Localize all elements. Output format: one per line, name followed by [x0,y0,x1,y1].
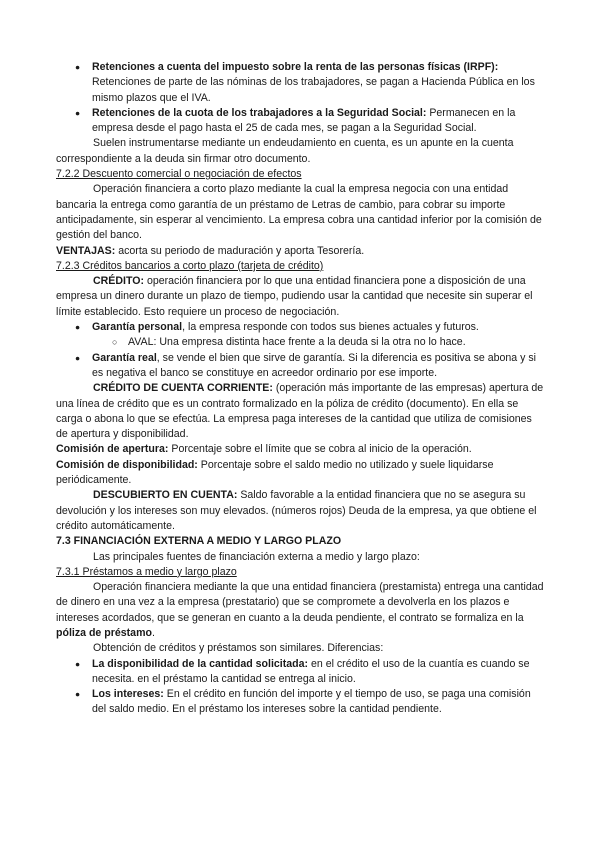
list-item-aval [56,335,544,350]
ss-text: Permanecen en la empresa desde el pago hasta el 25 de cada mes, se pagan a la Seguridad Social. [92,106,516,135]
list-item-garantia-real [56,351,544,382]
disponibilidad-label: La disponibilidad de la cantidad solicitada: [92,657,309,670]
comision-disponibilidad-text: Porcentaje sobre el saldo medio no utilizado y suele liquidarse periódicamente. [56,458,494,487]
intereses-text: En el crédito en función del importe y el tiempo de uso, se paga una comisión del saldo medio. En el préstamo los intereses sobre la cantidad pendiente. [92,688,531,716]
descubierto-label: DESCUBIERTO EN CUENTA: [93,489,238,502]
list-item-seguridad-social [56,106,544,137]
prestamo-end: . [151,626,155,639]
descubierto-text: Saldo favorable a la entidad financiera que no se asegura su devolución y los intereses son muy elevados. (números rojos) Deuda de la empresa, ya que obtiene el crédito automáticamente. [56,489,537,532]
diferencias-list [56,657,544,718]
paragraph-descubierto [56,488,544,534]
document-page [56,60,544,718]
paragraph-comision-apertura [56,442,544,457]
paragraph-obtencion: Obtención de créditos y préstamos son similares. Diferencias: [93,642,384,655]
garantia-personal-text: , la empresa responde con todos sus bienes actuales y futuros. [182,321,479,334]
credito-cc-label: CRÉDITO DE CUENTA CORRIENTE: [93,382,273,395]
intereses-label: Los intereses: [92,688,164,701]
comision-apertura-text: Porcentaje sobre el límite que se cobra al inicio de la operación. [168,443,472,456]
paragraph-ventajas [56,244,544,259]
credito-text: operación financiera por lo que una entidad financiera pone a disposición de una empresa un dinero durante un plazo de tiempo, pudiendo usar la cantidad que necesite sin superar el límite establecido. Esto requiere un proceso de negociación. [56,275,533,318]
list-item-irpf [56,60,544,106]
garantias-list [56,320,544,381]
garantia-personal-label: Garantía personal [92,321,183,334]
list-item-garantia-personal [56,320,544,335]
heading-7-3: 7.3 FINANCIACIÓN EXTERNA A MEDIO Y LARGO PLAZO [56,535,342,548]
list-item-disponibilidad [56,657,544,688]
paragraph-fuentes: Las principales fuentes de financiación externa a medio y largo plazo: [93,550,420,563]
paragraph-descuento: Operación financiera a corto plazo mediante la cual la empresa negocia con una entidad bancaria la entrega como garantía de un préstamo de Letras de cambio, para cobrar su importe anticipadamente, sin esperar al vencimiento. La empresa cobra una cantidad inferior por la comisión de gestión del banco. [56,183,542,242]
comision-apertura-label: Comisión de apertura: [56,443,169,456]
ss-title: Retenciones de la cuota de los trabajadores a la Seguridad Social: [92,106,427,119]
prestamo-text: Operación financiera mediante la que una entidad financiera (prestamista) entrega una cantidad de dinero en una vez a la empresa (prestatario) que se compromete a devolverla en los plazos e intereses acordados, que se generan en cuanto a la deuda pendiente, el contrato se formaliza en la [56,581,544,624]
heading-7-2-3: 7.2.3 Créditos bancarios a corto plazo (tarjeta de crédito) [56,259,324,272]
paragraph-credito-cuenta-corriente [56,381,544,442]
credito-label: CRÉDITO: [93,275,145,288]
paragraph-credito [56,274,544,320]
irpf-text: Retenciones de parte de las nóminas de los trabajadores, se pagan a Hacienda Pública en los mismo plazos que el IVA. [92,76,535,104]
irpf-title: Retenciones a cuenta del impuesto sobre la renta de las personas físicas (IRPF): [92,61,499,73]
list-item-intereses [56,687,544,718]
comision-disponibilidad-label: Comisión de disponibilidad: [56,458,198,471]
garantia-real-label: Garantía real [92,351,157,364]
paragraph-comision-disponibilidad [56,458,544,489]
paragraph-prestamo [56,580,544,641]
ventajas-text: acorta su periodo de maduración y aporta Tesorería. [115,244,365,257]
credito-cc-text: (operación más importante de las empresas) apertura de una línea de crédito que es un contrato formalizado en la póliza de crédito (documento). En ella se carga o abona lo que se efectúa. La empresa paga intereses de la cantidad que utiliza de comisiones de apertura y disponibilidad. [56,382,544,441]
heading-7-2-2: 7.2.2 Descuento comercial o negociación de efectos [56,168,302,181]
garantia-real-text: , se vende el bien que sirve de garantía. Si la diferencia es positiva se abona y si es negativa el banco se constituye en acreedor ordinario por ese importe. [92,351,537,379]
aval-text: AVAL: Una empresa distinta hace frente a la deuda si la otra no lo hace. [128,336,466,349]
poliza-prestamo-bold: póliza de préstamo [56,626,152,639]
retenciones-list [56,60,544,136]
disponibilidad-text: en el crédito el uso de la cuantía es cuando se necesita. en el préstamo la cantidad se entrega al inicio. [92,657,530,685]
ventajas-label: VENTAJAS: [56,244,116,257]
heading-7-3-1: 7.3.1 Préstamos a medio y largo plazo [56,565,237,578]
paragraph-endeudamiento: Suelen instrumentarse mediante un endeudamiento en cuenta, es un apunte en la cuenta correspondiente a la deuda sin firmar otro documento. [56,137,514,165]
